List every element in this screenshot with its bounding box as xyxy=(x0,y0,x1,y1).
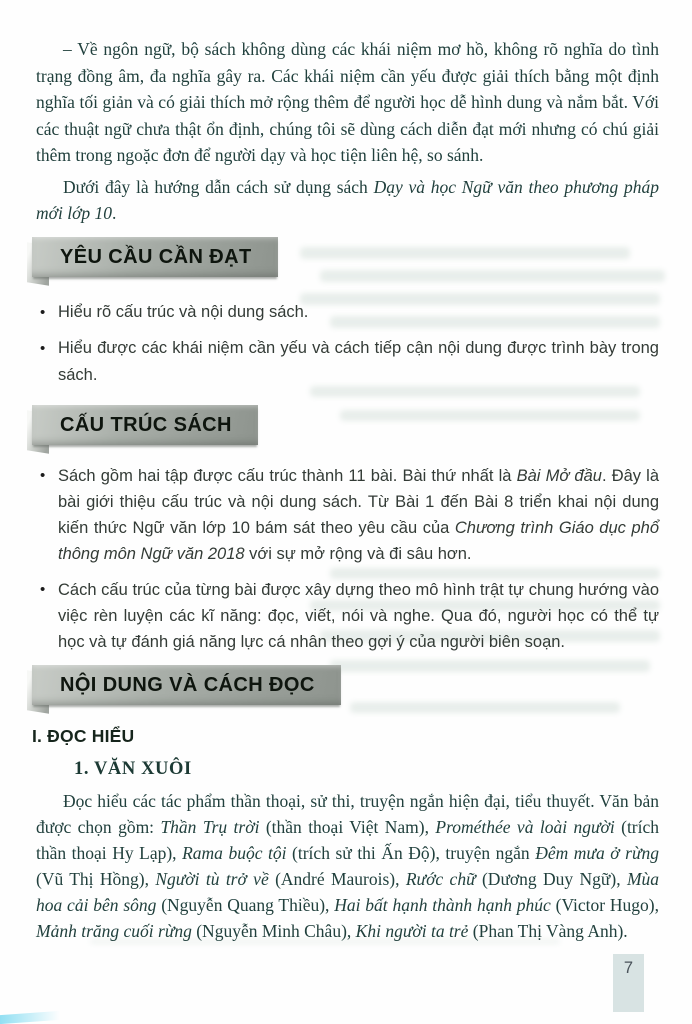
scan-streak-artifact xyxy=(0,1011,60,1024)
reading-works-paragraph: Đọc hiểu các tác phẩm thần thoại, sử thi, truyện ngắn hiện đại, tiểu thuyết. Văn bản được chọn gồm: Thần Trụ trời (thần thoại Việt Nam), Prométhée và loài người (trích thần thoại Hy Lạp), Rama buộc tội (trích sử thi Ấn Độ), truyện ngắn Đêm mưa ở rừng (Vũ Thị Hồng), Người tù trở về (André Maurois), Rước chữ (Dương Duy Ngữ), Mùa hoa cải bên sông (Nguyễn Quang Thiều), Hai bất hạnh thành hạnh phúc (Victor Hugo), Mảnh trăng cuối rừng (Nguyễn Minh Châu), Khi người ta trẻ (Phan Thị Vàng Anh). xyxy=(36,790,660,941)
list-item-text: Hiểu được các khái niệm cần yếu và cách tiếp cận nội dung được trình bày trong sách. xyxy=(58,338,659,384)
bullet-dot-icon: • xyxy=(40,339,46,357)
section-title: CẤU TRÚC SÁCH xyxy=(32,405,258,445)
intro-paragraph-language: – Về ngôn ngữ, bộ sách không dùng các khái niệm mơ hồ, không rõ nghĩa do tình trạng đồng âm, đa nghĩa gây ra. Các khái niệm cần yếu được giải thích bằng một định nghĩa tối giản và có giải thích mở rộng thêm để người học dễ hình dung và nắm bắt. Với các thuật ngữ chưa thật ổn định, chúng tôi sẽ dùng cách diễn đạt mới nhưng có chú giải thêm trong ngoặc đơn để người dạy và học tiện liên hệ, so sánh. xyxy=(36,39,659,165)
section-title: NỘI DUNG VÀ CÁCH ĐỌC xyxy=(32,665,341,705)
page-content xyxy=(32,0,660,944)
list-item xyxy=(36,463,659,567)
bullet-dot-icon: • xyxy=(40,580,46,598)
section-header-noi-dung-va-cach-doc xyxy=(36,665,659,709)
section-header-cau-truc-sach xyxy=(36,405,659,449)
bullet-dot-icon: • xyxy=(40,303,46,321)
page-number: 7 xyxy=(623,959,634,977)
list-item xyxy=(36,335,659,389)
section-header-yeu-cau-can-dat xyxy=(36,237,659,281)
list-item xyxy=(36,299,659,326)
heading-van-xuoi: 1. VĂN XUÔI xyxy=(74,758,192,779)
list-item-text: Sách gồm hai tập được cấu trúc thành 11 bài. Bài thứ nhất là Bài Mở đầu. Đây là bài giới thiệu cấu trúc và nội dung sách. Từ Bài 1 đến Bài 8 triển khai nội dung kiến thức Ngữ văn lớp 10 bám sát theo yêu cầu của Chương trình Giáo dục phổ thông môn Ngữ văn 2018 với sự mở rộng và đi sâu hơn. xyxy=(58,466,660,563)
heading-doc-hieu: I. ĐỌC HIỂU xyxy=(32,725,135,746)
list-item-text: Cách cấu trúc của từng bài được xây dựng theo mô hình trật tự chung hướng vào việc rèn luyện các kĩ năng: đọc, viết, nói và nghe. Qua đó, người học có thể tự học và tự đánh giá năng lực cá nhân theo gợi ý của người biên soạn. xyxy=(58,580,659,651)
list-item xyxy=(36,577,659,655)
intro-paragraph-guide: Dưới đây là hướng dẫn cách sử dụng sách Dạy và học Ngữ văn theo phương pháp mới lớp 10. xyxy=(36,176,659,223)
structure-list xyxy=(36,463,659,655)
list-item-text: Hiểu rõ cấu trúc và nội dung sách. xyxy=(58,302,309,321)
requirements-list xyxy=(36,299,659,389)
page-number-strip xyxy=(613,954,644,1012)
section-title: YÊU CẦU CẦN ĐẠT xyxy=(32,237,278,277)
bullet-dot-icon: • xyxy=(40,466,46,484)
